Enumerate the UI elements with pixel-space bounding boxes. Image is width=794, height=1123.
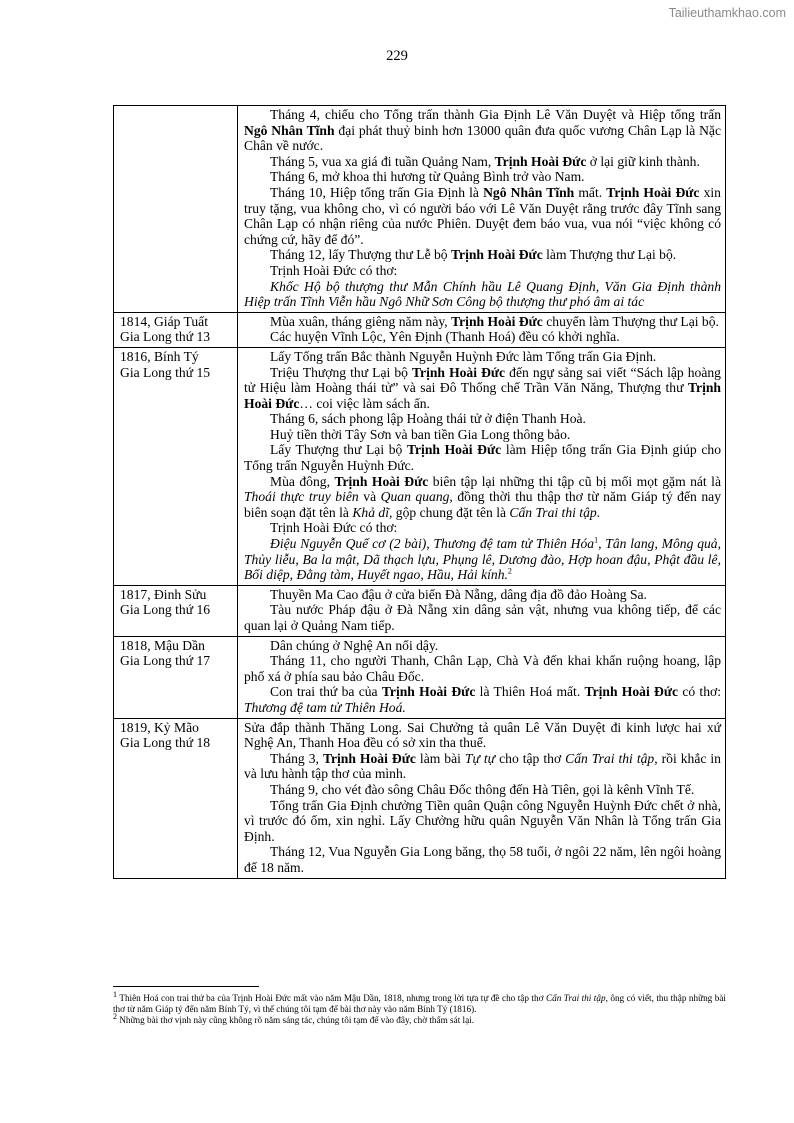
table-row [114,347,726,585]
text-run: Tháng 11, cho người Thanh, Chân Lạp, Chà Và đến khai khẩn ruộng hoang, lập phố xá ở phía sau bảo Châu Đốc. [244,653,721,684]
text-run: chuyển làm Thượng thư Lại bộ. [542,313,719,329]
reign-label: Gia Long thứ 18 [120,735,211,751]
text-run: Tháng 3, [270,750,323,766]
person-name: Trịnh Hoài Đức [584,684,679,700]
event-cell [238,636,726,718]
text-run: , ông có viết, thu thập những bài thơ từ năm Giáp tý đến năm Bính Tý, vì thế chúng tôi tạm để bài thơ này vào năm Bính Tý (1816). [113,993,726,1014]
year-label: 1814, Giáp Tuất [120,313,208,329]
text-run: cho tập thơ [495,750,566,766]
text-run: Lấy Tổng trấn Bắc thành Nguyễn Huỳnh Đức làm Tổng trấn Gia Định. [270,348,657,364]
text-run: Tháng 6, mở khoa thi hương từ Quảng Bình trở vào Nam. [270,169,585,185]
year-cell [114,636,238,718]
person-name: Trịnh Hoài Đức [606,184,700,200]
footnote-ref: 1 [113,989,117,999]
work-title: Tự tự [464,750,496,766]
event-cell [238,347,726,585]
text-run: Những bài thơ vịnh này cũng không rõ năm sáng tác, chúng tôi tạm để vào đây, chờ thẩm sát lại. [117,1015,475,1025]
event-paragraph [244,329,721,345]
text-run: Các huyện Vĩnh Lộc, Yên Định (Thanh Hoá) đều có khởi nghĩa. [270,329,620,345]
footnote-2 [113,1011,726,1026]
person-name: Trịnh Hoài Đức [451,247,543,263]
reign-label: Gia Long thứ 15 [120,364,211,380]
footnote-ref: 2 [507,566,512,576]
year-cell [114,585,238,636]
watermark-text: Tailieuthamkhao.com [668,6,786,20]
work-title: Cấn Trai thi tập [565,750,655,766]
text-run: và [358,489,381,505]
year-cell [114,718,238,878]
person-name: Trịnh Hoài Đức [322,750,416,766]
text-run: Tháng 9, cho vét đào sông Châu Đốc thông đến Hà Tiên, gọi là kênh Vĩnh Tế. [270,781,695,797]
work-title: Thương đệ tam tử Thiên Hoá. [244,699,406,715]
event-paragraph [244,107,721,154]
event-paragraph [244,247,721,263]
footnote-ref: 1 [594,535,599,545]
event-paragraph [244,314,721,330]
year-label: 1816, Bính Tý [120,348,199,364]
person-name: Ngô Nhân Tĩnh [244,122,335,138]
event-paragraph [244,638,721,654]
text-run: . [596,504,601,520]
reign-label: Gia Long thứ 13 [120,329,211,345]
text-run: biên tập lại những thi tập cũ bị mối mọt gặm nát là [428,473,721,489]
event-paragraph [244,798,721,845]
text-run: Tháng 6, sách phong lập Hoàng thái tử ở điện Thanh Hoà. [270,411,586,427]
event-paragraph [244,536,721,583]
text-run: đến ngự sảng sai viết “Sách lập hoàng tử Hiệu làm Hoàng thái tử” và sai Đô Thống chế Trần Văn Năng, Thượng thư [244,364,721,396]
event-paragraph [244,520,721,536]
text-run: có thơ: [678,684,721,700]
text-run: làm Thượng thư Lại bộ. [542,247,677,263]
text-run: Tháng 12, Vua Nguyễn Gia Long băng, thọ 58 tuổi, ở ngôi 22 năm, lên ngôi hoàng đế 18 năm. [244,844,721,875]
work-title: Cấn Trai thi tập [509,504,597,520]
event-paragraph [244,185,721,247]
event-paragraph [244,474,721,521]
event-cell [238,718,726,878]
footnote-divider [113,986,259,987]
person-name: Trịnh Hoài Đức [381,684,476,700]
event-paragraph [244,602,721,633]
text-run: làm bài [415,750,465,766]
text-run: Tổng trấn Gia Định chưởng Tiền quân Quận công Nguyễn Huỳnh Đức chết ở nhà, vì trước đó ốm, xin nghỉ. Lấy Chưởng hữu quân Nguyễn Văn Nhân là Tổng trấn Gia Định. [244,797,721,844]
reign-label: Gia Long thứ 16 [120,602,211,618]
event-paragraph [244,349,721,365]
year-cell [114,106,238,313]
reign-label: Gia Long thứ 17 [120,653,211,669]
table-row [114,718,726,878]
text-run: Con trai thứ ba của [270,684,382,700]
text-run: Huỷ tiền thời Tây Sơn và ban tiền Gia Long thông bảo. [270,426,571,442]
text-run: Tháng 5, vua xa giá đi tuần Quảng Nam, [270,153,495,169]
person-name: Trịnh Hoài Đức [494,153,587,169]
text-run: Lấy Thượng thư Lại bộ [270,442,407,458]
year-cell [114,347,238,585]
year-label: 1818, Mậu Dần [120,637,205,653]
event-paragraph [244,684,721,715]
event-paragraph [244,365,721,412]
year-label: 1817, Đinh Sửu [120,586,207,602]
event-cell [238,312,726,347]
year-label: 1819, Kỷ Mão [120,719,199,735]
event-paragraph [244,279,721,310]
footnote-1 [113,989,726,1015]
person-name: Trịnh Hoài Đức [412,364,506,380]
event-paragraph [244,154,721,170]
event-paragraph [244,653,721,684]
work-title: Thoái thực truy biên [244,489,359,505]
text-run: ở lại giữ kinh thành. [586,153,700,169]
text-run: đại phát thuỷ binh hơn 13000 quân đưa quốc vương Chân Lạp là Nặc Chân về nước. [244,122,721,154]
event-paragraph [244,844,721,875]
event-cell [238,106,726,313]
text-run: làm Hiệp tổng trấn Gia Định giúp cho Tổng trấn Nguyễn Huỳnh Đức. [244,442,721,474]
work-title: , Tân lang, Mông quả, Thủy liễu, Ba la mật, Dã thạch lựu, Phụng lê, Dương đào, Hợp hoan đậu, Phật đầu lê, Bối diệp, Đằng tàm, Huyết ngao, Hầu, Hải kính. [244,536,722,583]
table-row [114,636,726,718]
text-run: Mùa xuân, tháng giêng năm này, [270,313,452,329]
person-name: Trịnh Hoài Đức [406,442,502,458]
text-run: … coi việc làm sách ấn. [299,395,430,411]
table-row [114,585,726,636]
event-paragraph [244,411,721,427]
work-title: Khả dĩ, [352,504,393,520]
person-name: Trịnh Hoài Đức [451,313,543,329]
text-run: Mùa đông, [270,473,335,489]
work-title: Khốc Hộ bộ thượng thư Mẫn Chính hầu Lê Quang Định, Văn Gia Định thành Hiệp trấn Tĩnh Viễn hầu Ngô Nhữ Sơn Công bộ thượng thư phó âm ai tác [244,278,721,310]
person-name: Trịnh Hoài Đức [334,473,429,489]
text-run: Sửa đắp thành Thăng Long. Sai Chưởng tả quân Lê Văn Duyệt đi kinh lược hai xứ Nghệ An, Thanh Hoa đều có sở xin tha thuế. [244,719,721,751]
person-name: Trịnh Hoài Đức [244,380,721,411]
event-cell [238,585,726,636]
text-run: là Thiên Hoá mất. [475,684,585,700]
page-number: 229 [386,48,408,64]
work-title: Quan quang, [380,489,453,505]
text-run: mất. [574,184,607,200]
year-cell [114,312,238,347]
text-run: xin truy tặng, vua không cho, vì có người báo với Lê Văn Duyệt rằng trước đây Tĩnh sang Chân Lạp có nhận riêng của nước Phiên. Duyệt đem báo vua, vua nói “việc không có chứng cứ, hãy để đó”. [244,184,721,247]
event-paragraph [244,782,721,798]
work-title: Điệu Nguyễn Quế cơ (2 bài), Thương đệ tam tử Thiên Hóa [270,536,595,552]
text-run: Thiên Hoá con trai thứ ba của Trịnh Hoài Đức mất vào năm Mậu Dần, 1818, nhưng trong lời tựa tự đề cho tập thơ [117,993,546,1003]
chronology-table [113,105,726,879]
event-paragraph [244,169,721,185]
event-paragraph [244,587,721,603]
text-run: Tháng 4, chiếu cho Tổng trấn thành Gia Định Lê Văn Duyệt và Hiệp tổng trấn [270,107,721,122]
event-paragraph [244,427,721,443]
text-run: , rồi khắc in và lưu hành tập thơ của mình. [244,750,721,782]
text-run: Thuyền Ma Cao đậu ở cửa biển Đà Nẵng, dâng địa đồ đảo Hoàng Sa. [270,586,647,602]
event-paragraph [244,442,721,473]
text-run: Tháng 10, Hiệp tổng trấn Gia Định là [270,184,484,200]
work-title: Cấn Trai thi tập [545,993,606,1003]
text-run: Triệu Thượng thư Lại bộ [270,364,412,380]
event-paragraph [244,751,721,782]
text-run: Trịnh Hoài Đức có thơ: [270,262,398,278]
text-run: Trịnh Hoài Đức có thơ: [270,520,398,536]
table-row [114,106,726,313]
text-run: Tàu nước Pháp đậu ở Đà Nẵng xin dâng sản vật, nhưng vua không tiếp, để các quan lại ở Quảng Nam tiếp. [244,602,721,633]
event-paragraph [244,720,721,751]
text-run: Dân chúng ở Nghệ An nổi dậy. [270,637,439,653]
person-name: Ngô Nhân Tĩnh [483,184,575,200]
event-paragraph [244,263,721,279]
text-run: Tháng 12, lấy Thượng thư Lễ bộ [270,247,451,263]
table-row [114,312,726,347]
text-run: gộp chung đặt tên là [392,504,510,520]
text-run: đồng thời thu thập thơ từ năm Giáp tý đến nay biên soạn đặt tên là [244,489,721,520]
footnote-ref: 2 [113,1011,117,1021]
